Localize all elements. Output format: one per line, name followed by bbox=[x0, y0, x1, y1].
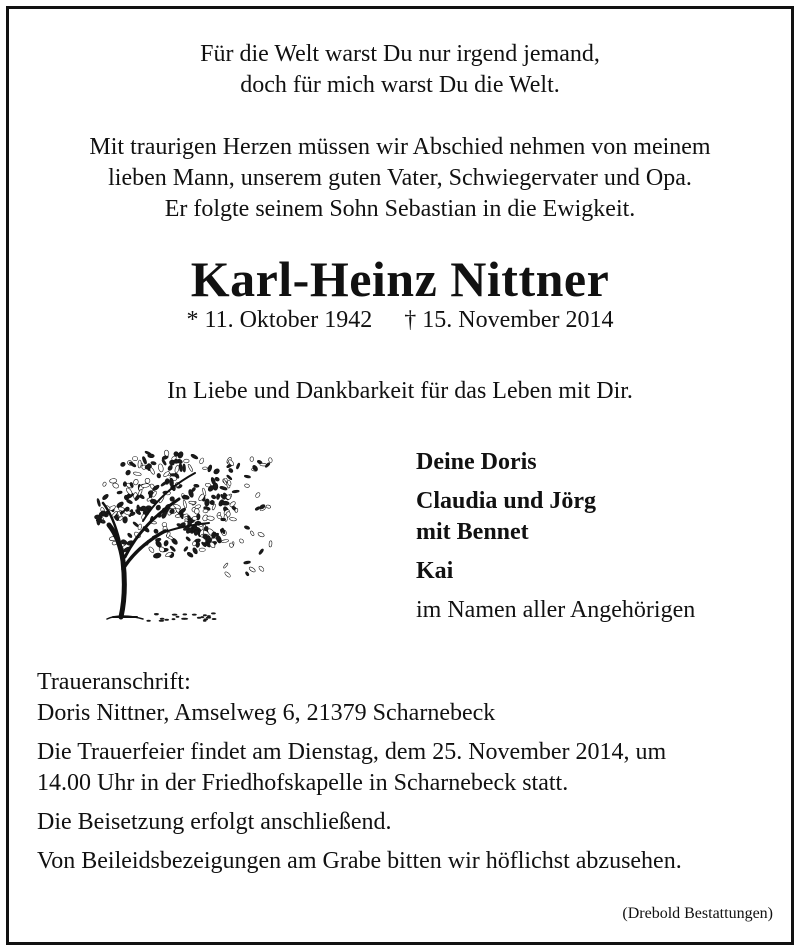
verse-line: Für die Welt warst Du nur irgend jemand, bbox=[200, 41, 600, 67]
family-member: mit Bennet bbox=[416, 519, 529, 545]
verse-line: doch für mich warst Du die Welt. bbox=[240, 72, 560, 98]
dedication-line: In Liebe und Dankbarkeit für das Leben mit Dir. bbox=[167, 378, 633, 404]
condolence-notice: Von Beileidsbezeigungen am Grabe bitten wir höflichst abzusehen. bbox=[37, 848, 682, 874]
death-date: † 15. November 2014 bbox=[404, 307, 614, 333]
deceased-name: Karl-Heinz Nittner bbox=[190, 251, 610, 307]
family-signatures bbox=[416, 447, 695, 626]
intro-text bbox=[9, 132, 791, 225]
intro-line: lieben Mann, unserem guten Vater, Schwiegervater und Opa. bbox=[108, 165, 692, 191]
burial-notice: Die Beisetzung erfolgt anschließend. bbox=[37, 809, 392, 835]
address-label: Traueranschrift: bbox=[37, 669, 191, 695]
family-member: Deine Doris bbox=[416, 449, 537, 475]
intro-line: Mit traurigen Herzen müssen wir Abschied nehmen von meinem bbox=[89, 134, 711, 160]
funeral-info bbox=[37, 667, 787, 885]
family-member: Claudia und Jörg bbox=[416, 488, 597, 514]
family-member: Kai bbox=[416, 558, 454, 584]
ceremony-line: 14.00 Uhr in der Friedhofskapelle in Scharnebeck statt. bbox=[37, 770, 569, 796]
opening-verse bbox=[9, 39, 791, 101]
address-text: Doris Nittner, Amselweg 6, 21379 Scharnebeck bbox=[37, 700, 496, 726]
life-dates bbox=[9, 305, 791, 336]
tree-icon bbox=[73, 429, 273, 629]
mourning-address bbox=[37, 667, 787, 729]
intro-line: Er folgte seinem Sohn Sebastian in die Ewigkeit. bbox=[164, 196, 636, 222]
funeral-home-credit: (Drebold Bestattungen) bbox=[622, 905, 773, 922]
obituary-frame bbox=[6, 6, 794, 945]
birth-date: * 11. Oktober 1942 bbox=[186, 307, 373, 333]
ceremony-line: Die Trauerfeier findet am Dienstag, dem 25. November 2014, um bbox=[37, 739, 667, 765]
family-relatives: im Namen aller Angehörigen bbox=[416, 597, 696, 623]
ceremony-notice bbox=[37, 737, 787, 799]
